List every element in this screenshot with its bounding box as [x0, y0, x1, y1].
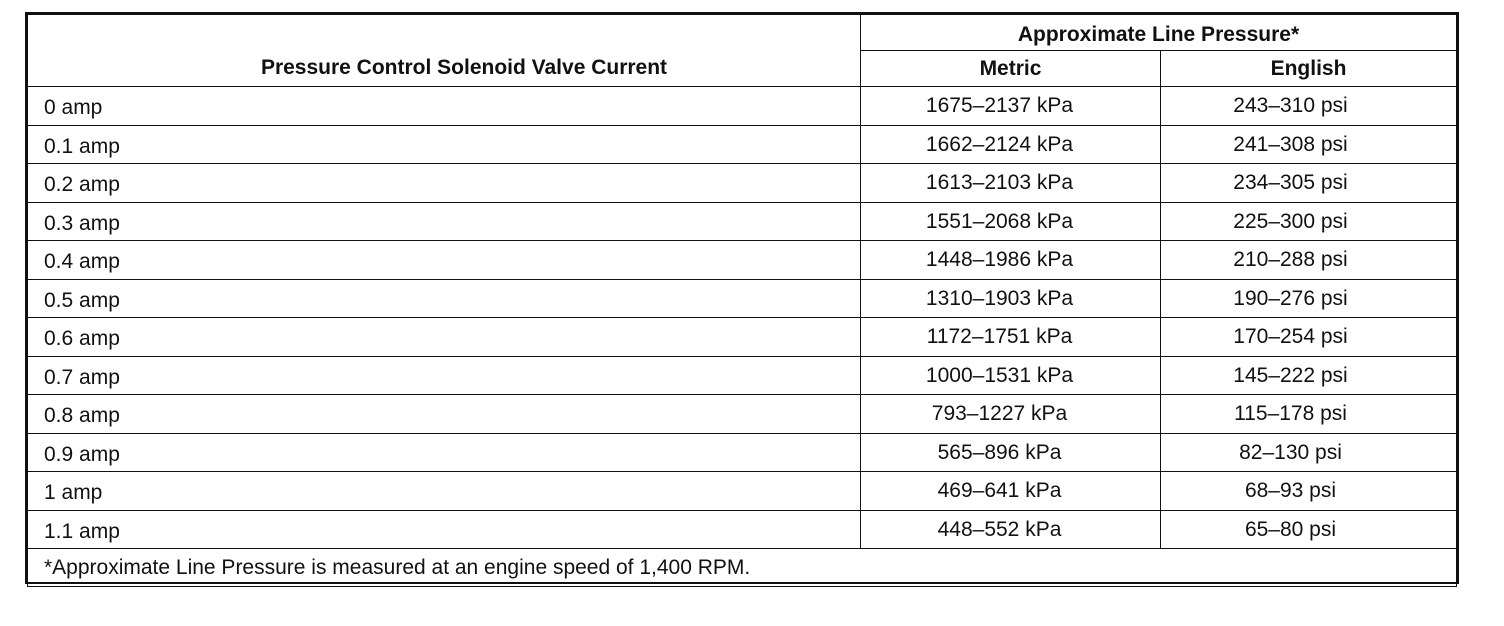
english-pressure-cell: 243–310 psi [1161, 87, 1457, 126]
table-row [28, 164, 1457, 203]
metric-pressure-cell: 448–552 kPa [861, 510, 1161, 549]
metric-pressure-cell: 1675–2137 kPa [861, 87, 1161, 126]
metric-pressure-cell: 1310–1903 kPa [861, 279, 1161, 318]
line-pressure-table [27, 14, 1457, 587]
table-row [28, 433, 1457, 472]
metric-pressure-cell: 1448–1986 kPa [861, 241, 1161, 280]
english-pressure-cell: 170–254 psi [1161, 318, 1457, 357]
valve-current-cell: 0.9 amp [28, 433, 861, 472]
metric-pressure-cell: 1000–1531 kPa [861, 356, 1161, 395]
metric-pressure-cell: 1613–2103 kPa [861, 164, 1161, 203]
english-header: English [1161, 51, 1457, 87]
english-pressure-cell: 68–93 psi [1161, 472, 1457, 511]
metric-pressure-cell: 469–641 kPa [861, 472, 1161, 511]
table-row [28, 318, 1457, 357]
table-row [28, 241, 1457, 280]
valve-current-cell: 1 amp [28, 472, 861, 511]
footnote: *Approximate Line Pressure is measured at an engine speed of 1,400 RPM. [28, 549, 1457, 587]
english-pressure-cell: 225–300 psi [1161, 202, 1457, 241]
valve-current-cell: 0.2 amp [28, 164, 861, 203]
table-row [28, 472, 1457, 511]
table-row [28, 125, 1457, 164]
valve-current-cell: 0.7 amp [28, 356, 861, 395]
valve-current-header: Pressure Control Solenoid Valve Current [28, 15, 861, 87]
valve-current-cell: 0.6 amp [28, 318, 861, 357]
english-pressure-cell: 210–288 psi [1161, 241, 1457, 280]
table-row [28, 510, 1457, 549]
english-pressure-cell: 115–178 psi [1161, 395, 1457, 434]
metric-pressure-cell: 1551–2068 kPa [861, 202, 1161, 241]
metric-header: Metric [861, 51, 1161, 87]
pressure-table-container [25, 12, 1459, 584]
table-row [28, 356, 1457, 395]
valve-current-cell: 0.1 amp [28, 125, 861, 164]
valve-current-cell: 0.4 amp [28, 241, 861, 280]
table-row [28, 202, 1457, 241]
valve-current-cell: 0 amp [28, 87, 861, 126]
english-pressure-cell: 82–130 psi [1161, 433, 1457, 472]
valve-current-cell: 0.8 amp [28, 395, 861, 434]
valve-current-cell: 0.5 amp [28, 279, 861, 318]
valve-current-cell: 1.1 amp [28, 510, 861, 549]
valve-current-cell: 0.3 amp [28, 202, 861, 241]
metric-pressure-cell: 565–896 kPa [861, 433, 1161, 472]
table-body [28, 87, 1457, 549]
metric-pressure-cell: 1662–2124 kPa [861, 125, 1161, 164]
table-row [28, 87, 1457, 126]
english-pressure-cell: 190–276 psi [1161, 279, 1457, 318]
line-pressure-header: Approximate Line Pressure* [861, 15, 1457, 51]
metric-pressure-cell: 1172–1751 kPa [861, 318, 1161, 357]
english-pressure-cell: 65–80 psi [1161, 510, 1457, 549]
english-pressure-cell: 145–222 psi [1161, 356, 1457, 395]
english-pressure-cell: 234–305 psi [1161, 164, 1457, 203]
metric-pressure-cell: 793–1227 kPa [861, 395, 1161, 434]
table-row [28, 395, 1457, 434]
english-pressure-cell: 241–308 psi [1161, 125, 1457, 164]
table-row [28, 279, 1457, 318]
